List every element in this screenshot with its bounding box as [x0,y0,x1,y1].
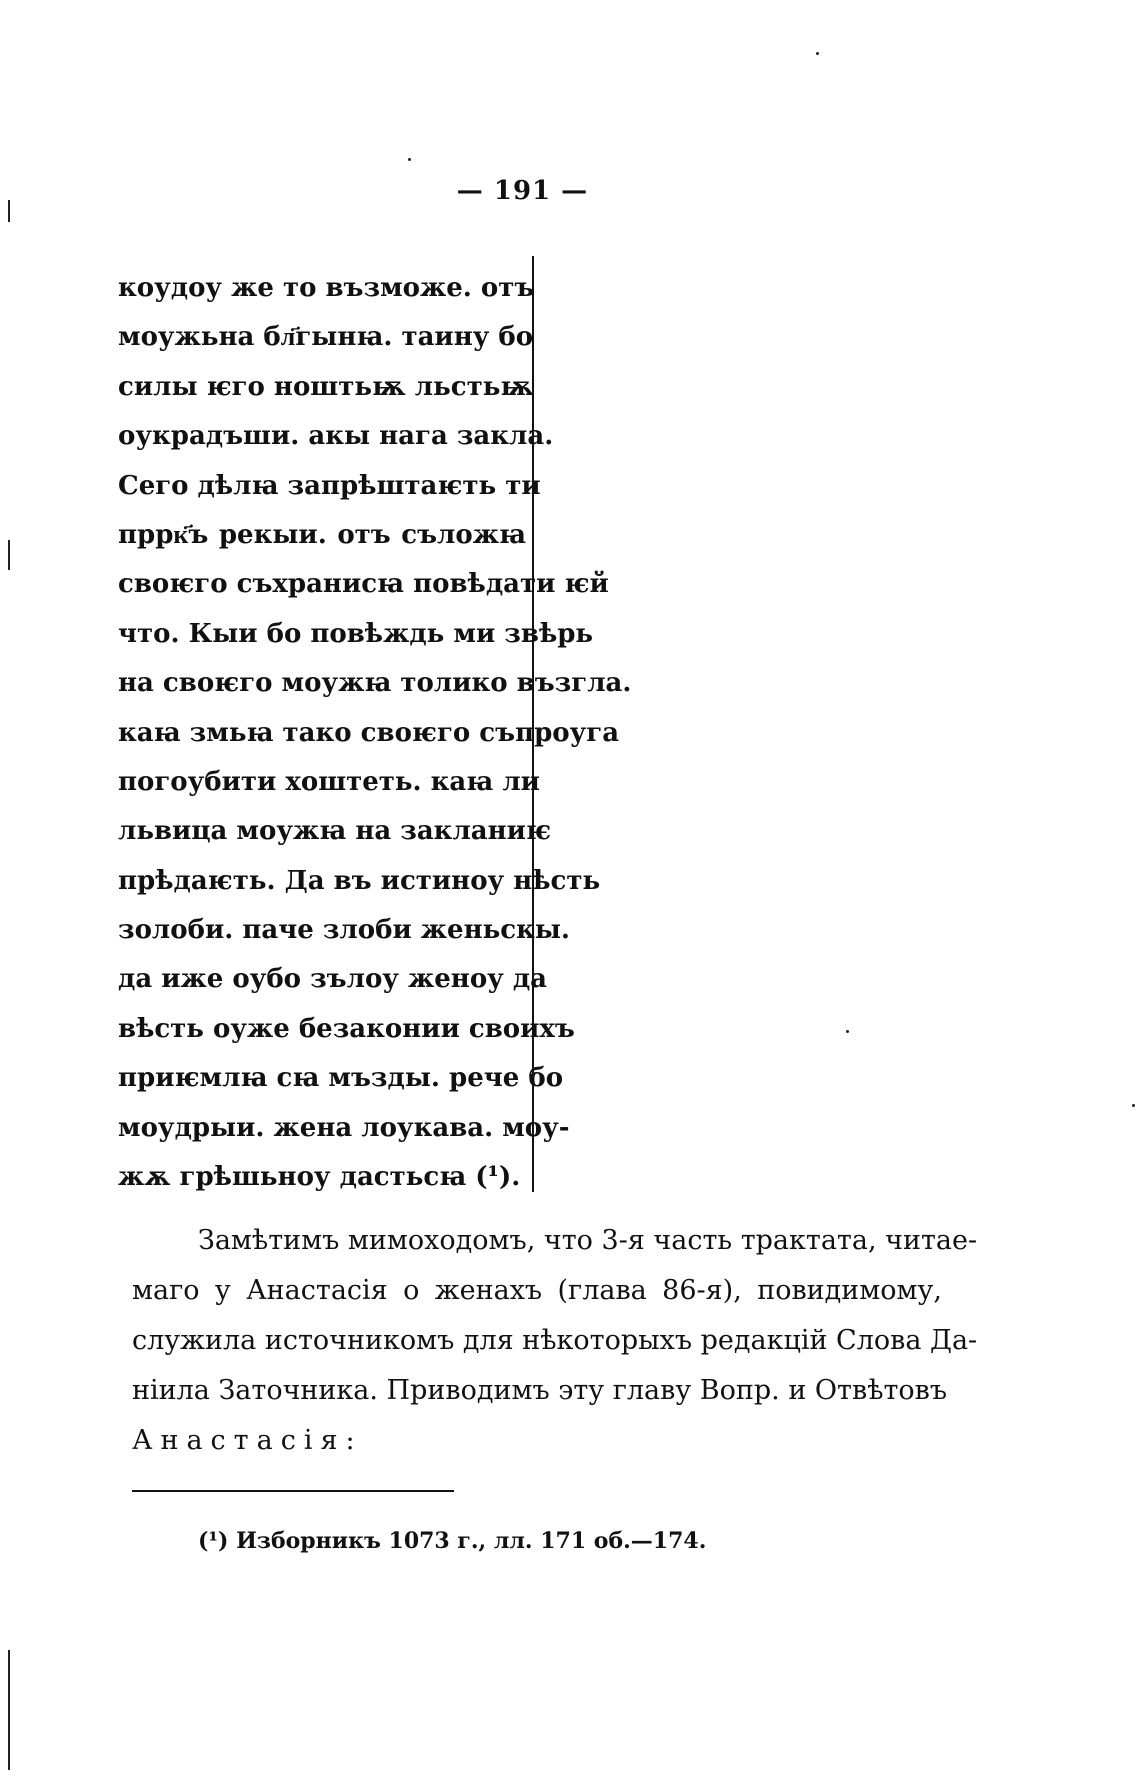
quote-line: силы ѥго ноштьѭ льстьѭ [118,371,535,402]
footnote: (¹) Изборникъ 1073 г., лл. 171 об.—174. [198,1528,707,1554]
quote-line: золоби. паче злоби женьскы. [118,915,570,946]
body-line: Анастасія: [132,1425,363,1456]
quote-line: приѥмлꙗ сꙗ мъзды. рече бо [118,1063,564,1094]
scan-speck [408,158,411,161]
footnote-rule [132,1490,454,1492]
scan-margin-mark [8,200,10,222]
quote-line: своѥго съхранисꙗ повѣдати ѥй [118,569,609,600]
scan-speck [1132,1104,1135,1107]
quote-line: погоубити хоштеть. каꙗ ли [118,766,540,797]
body-line: Замѣтимъ мимоходомъ, что 3-я часть трактата, читае- [198,1225,978,1256]
scan-speck [846,1030,849,1033]
scan-speck [816,52,819,55]
quote-line: что. Кыи бо повѣждь ми звѣрь [118,618,594,649]
scan-margin-mark [8,540,10,570]
page-number: — 191 — [456,176,589,206]
quote-line: коудоу же то възможе. отъ [118,273,535,303]
quote-line: на своѥго моужꙗ толико възгла. [118,668,632,699]
body-line: маго у Анастасія о женахъ (глава 86-я), повидимому, [132,1275,942,1306]
quote-line: моужьна бл҃гынꙗ. таину бо [118,322,534,353]
quote-line: Сего дѣлꙗ запрѣштаѥть ти [118,470,541,501]
quote-line: оукрадъши. акы нага закла. [118,421,554,452]
quote-line: пррк҃ъ рекыи. отъ съложꙗ [118,519,526,550]
quote-line: львица моужꙗ на закланиѥ [118,816,551,847]
quote-line: каꙗ змьꙗ тако своѥго съпроуга [118,717,620,748]
quote-line: моудрыи. жена лоукава. моу- [118,1112,570,1143]
body-line: служила источникомъ для нѣкоторыхъ редакцій Слова Да- [132,1325,978,1356]
quote-line: да иже оубо зълоу женоу да [118,964,548,995]
quote-line: вѣсть оуже безаконии своихъ [118,1013,575,1044]
body-line: нiила Заточника. Приводимъ эту главу Вопр. и Отвѣтовъ [132,1375,948,1406]
quote-block [118,264,632,1202]
body-paragraph [132,1216,978,1466]
scan-margin-mark [8,1650,10,1770]
quote-line: прѣдаѥть. Да въ истиноу нѣсть [118,865,601,896]
quote-line: жѫ грѣшьноу дастьсꙗ (¹). [118,1162,521,1193]
